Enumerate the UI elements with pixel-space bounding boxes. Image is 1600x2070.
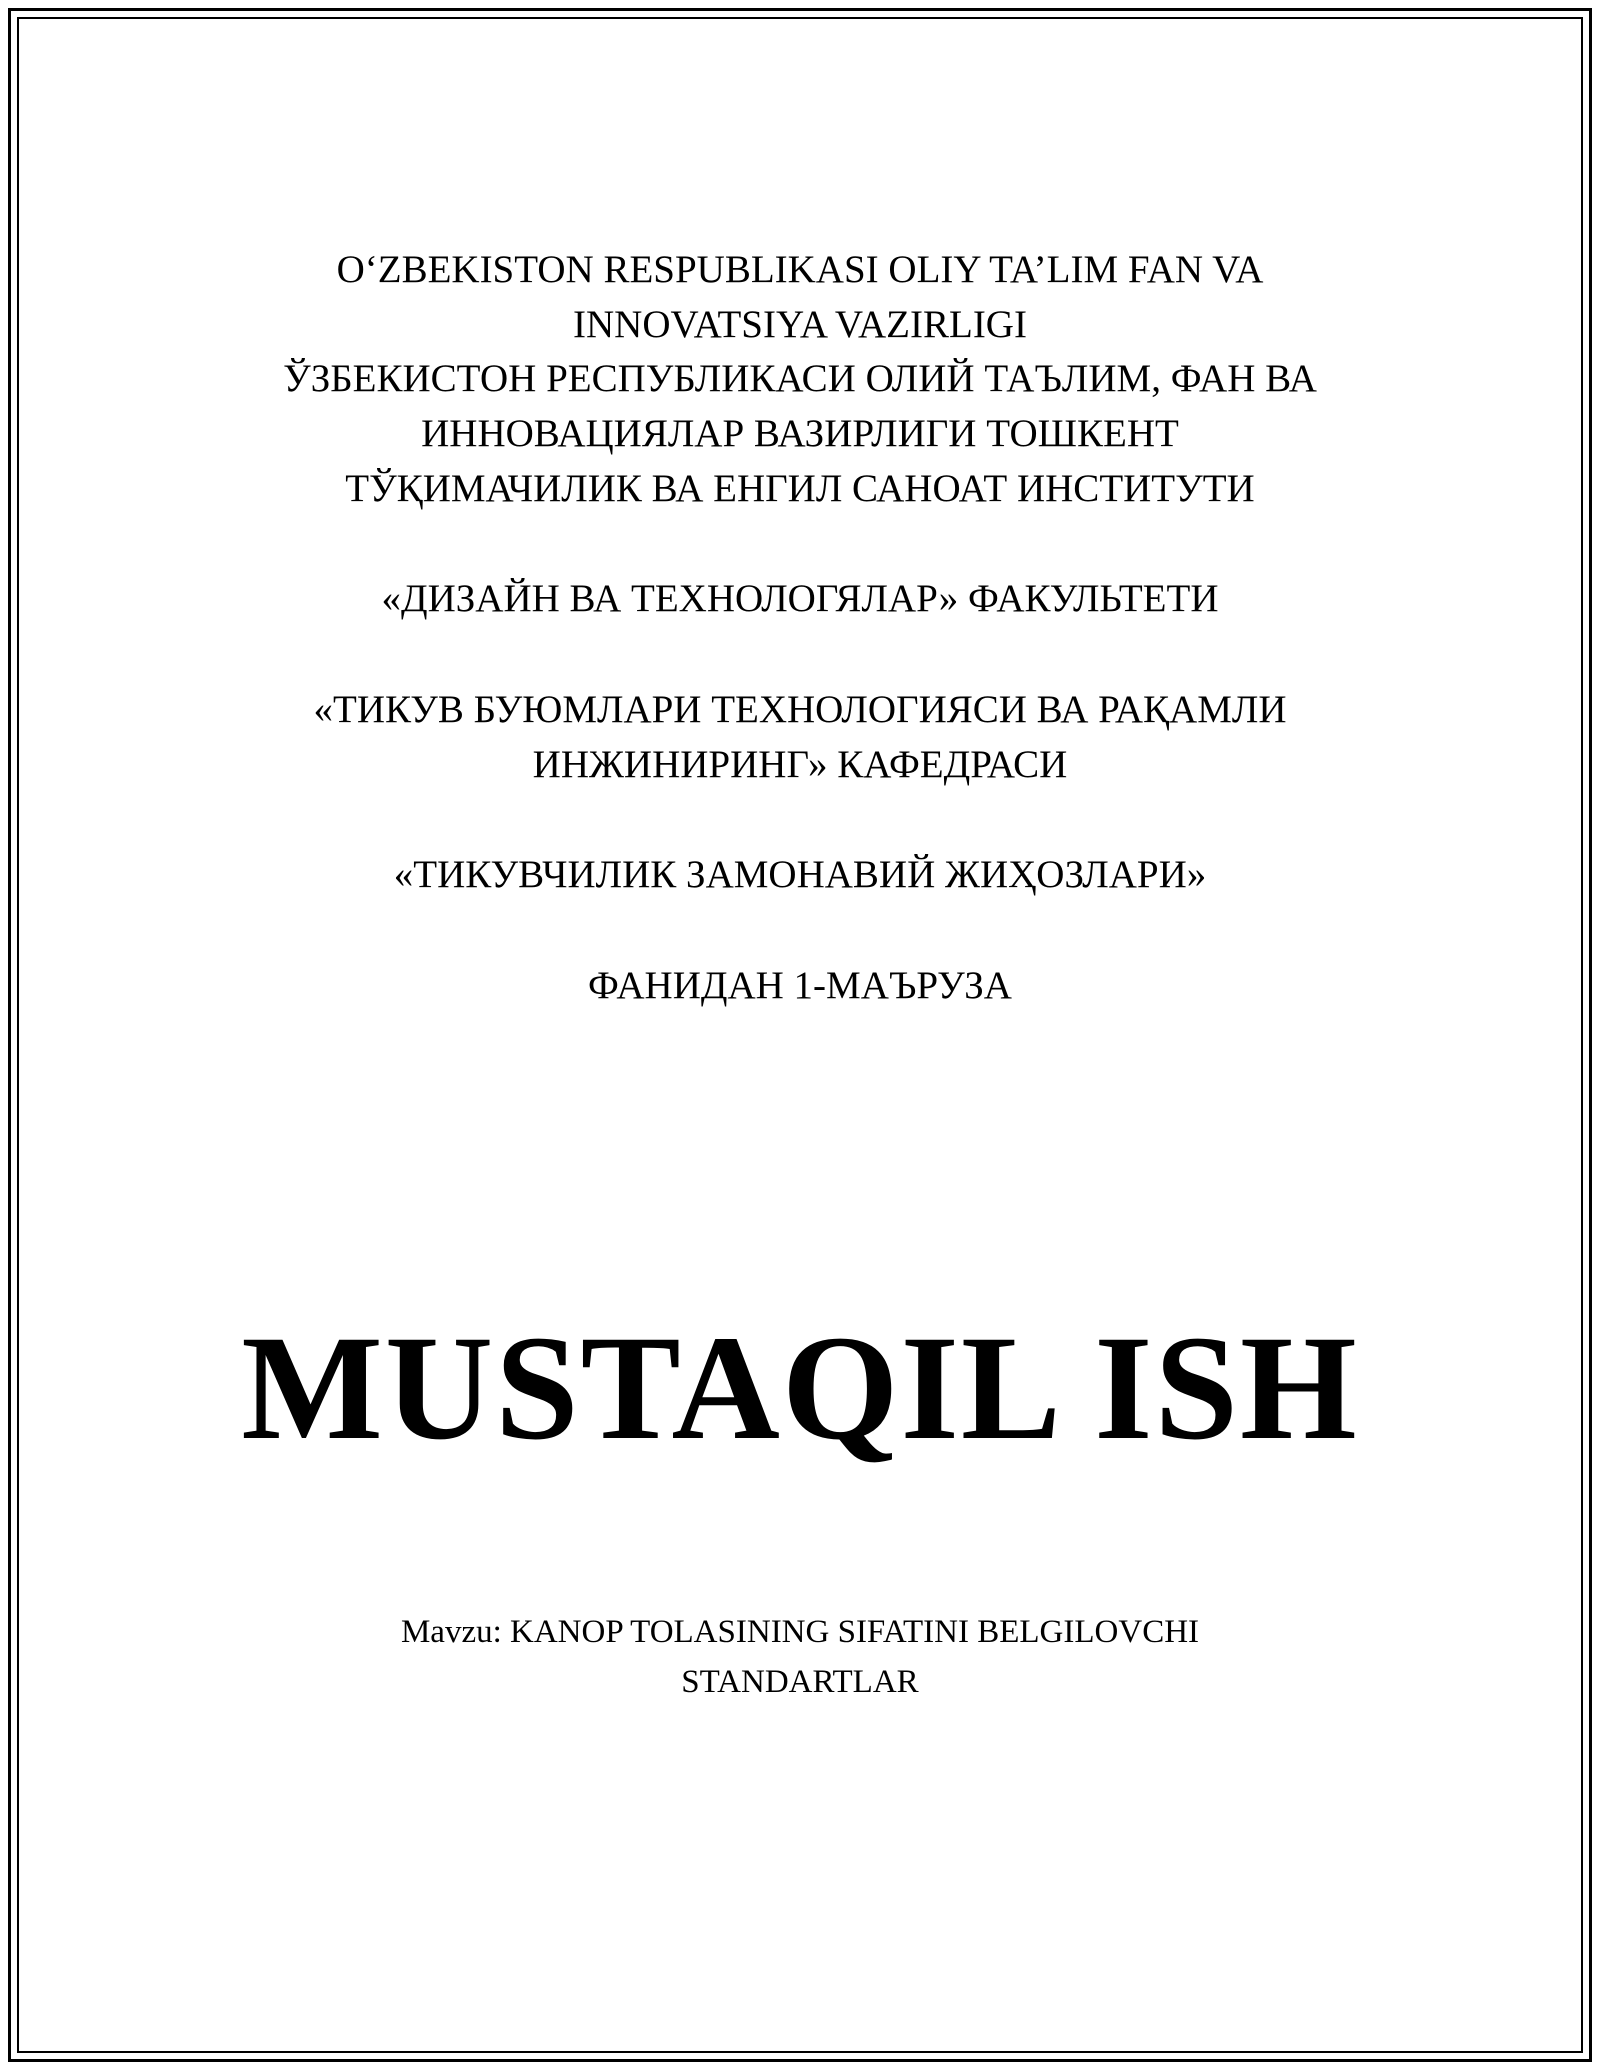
topic-line-2: STANDARTLAR — [681, 1664, 919, 1700]
lecture-label: ФАНИДАН 1-МАЪРУЗА — [588, 964, 1012, 1007]
ministry-latin-line-1: O‘ZBEKISTON RESPUBLIKASI OLIY TA’LIM FAN VA — [336, 248, 1264, 291]
topic-line-1: Mavzu: KANOP TOLASINING SIFATINI BELGILOVCHI — [400, 1614, 1200, 1650]
document-title: MUSTAQIL ISH — [241, 1305, 1359, 1471]
institute-name: ТЎҚИМАЧИЛИК ВА ЕНГИЛ САНОАТ ИНСТИТУТИ — [345, 467, 1255, 510]
ministry-cyrillic-line-2: ИННОВАЦИЯЛАР ВАЗИРЛИГИ ТОШКЕНТ — [421, 412, 1179, 455]
subject-name: «ТИКУВЧИЛИК ЗАМОНАВИЙ ЖИҲОЗЛАРИ» — [393, 853, 1207, 896]
faculty-name: «ДИЗАЙН ВА ТЕХНОЛОГЯЛАР» ФАКУЛЬТЕТИ — [381, 577, 1219, 620]
ministry-latin-line-2: INNOVATSIYA VAZIRLIGI — [573, 303, 1027, 346]
ministry-cyrillic-line-1: ЎЗБЕКИСТОН РЕСПУБЛИКАСИ ОЛИЙ ТАЪЛИМ, ФАН ВА — [283, 357, 1317, 400]
department-line-2: ИНЖИНИРИНГ» КАФЕДРАСИ — [532, 743, 1068, 786]
department-line-1: «ТИКУВ БУЮМЛАРИ ТЕХНОЛОГИЯСИ ВА РАҚАМЛИ — [313, 688, 1287, 731]
